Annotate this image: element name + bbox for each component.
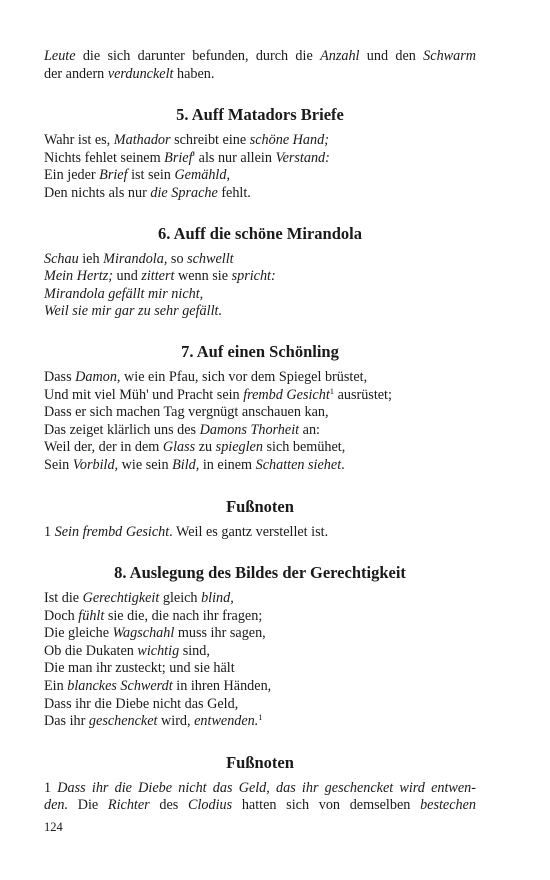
footnote-line: den. Die Richter des Clodius hatten sich von demselben bestechen: [44, 797, 476, 814]
heading-section-8: 8. Auslegung des Bildes der Gerechtigkeit: [114, 563, 406, 583]
poem-line: Ob die Dukaten wichtig sind,: [44, 642, 210, 659]
poem-section-8: [44, 590, 476, 731]
poem-line: Das ihr geschencket wird, entwenden.$^1$: [44, 712, 263, 730]
footnote-marker: 1: [258, 712, 263, 723]
poem-section-7: [44, 369, 476, 475]
intro-line-2: der andern verdunckelt haben.: [44, 65, 215, 82]
heading-section-5: 5. Auff Matadors Briefe: [176, 105, 344, 125]
poem-line: Mirandola gefällt mir nicht,: [44, 285, 204, 302]
poem-line: Doch fühlt sie die, die nach ihr fragen;: [44, 607, 263, 624]
intro-paragraph: [44, 48, 476, 83]
footnote-marker: 1: [329, 385, 335, 396]
poem-line: Wahr ist es, Mathador schreibt eine schöne Hand;: [44, 132, 329, 149]
poem-section-5: [44, 132, 476, 202]
poem-line: Dass Damon, wie ein Pfau, sich vor dem Spiegel brüstet,: [44, 368, 368, 385]
intro-line-1: Leute die sich darunter befunden, durch die Anzahl und den Schwarm: [44, 48, 476, 64]
poem-line: Mein Hertz; und zittert wenn sie spricht:: [44, 268, 276, 285]
footnote-1: [44, 524, 476, 542]
footnote-line: 1 Sein frembd Gesicht. Weil es gantz verstellet ist.: [44, 523, 329, 540]
poem-line: Schau ieh Mirandola, so schwellt: [44, 250, 234, 267]
poem-line: Weil der, der in dem Glass zu spieglen sich bemühet,: [44, 439, 346, 456]
page-content: [44, 48, 476, 815]
poem-line: Weil sie mir gar zu sehr gefällt.: [44, 303, 223, 320]
poem-line: Ein blanckes Schwerdt in ihren Händen,: [44, 678, 272, 695]
poem-line: Dass er sich machen Tag vergnügt anschauen kan,: [44, 404, 329, 421]
poem-line: Das zeiget klärlich uns des Damons Thorheit an:: [44, 421, 320, 438]
poem-line: Ist die Gerechtigkeit gleich blind,: [44, 590, 234, 607]
poem-line: Und mit viel Müh' und Pracht sein frembd Gesicht$^1$ ausrüstet;: [44, 385, 392, 403]
heading-footnotes-2: Fußnoten: [226, 752, 294, 772]
page-number: 124: [44, 820, 63, 834]
poem-line: Ein jeder Brief ist sein Gemähld,: [44, 167, 230, 184]
heading-section-7: 7. Auf einen Schönling: [181, 341, 339, 361]
poem-line: Die gleiche Wagschahl muss ihr sagen,: [44, 625, 266, 642]
footnote-2: [44, 780, 476, 815]
poem-line: Dass ihr die Diebe nicht das Geld,: [44, 695, 239, 712]
poem-line: Die man ihr zusteckt; und sie hält: [44, 660, 235, 677]
poem-line: Sein Vorbild, wie sein Bild, in einem Schatten siehet.: [44, 456, 345, 473]
heading-footnotes-1: Fußnoten: [226, 496, 294, 516]
poem-line: Nichts fehlet seinem Brief' als nur allein Verstand:: [44, 149, 330, 166]
poem-section-6: [44, 251, 476, 321]
footnote-line: 1 Dass ihr die Diebe nicht das Geld, das ihr geschencket wird entwen-: [44, 779, 477, 796]
heading-section-6: 6. Auff die schöne Mirandola: [158, 223, 362, 243]
poem-line: Den nichts als nur die Sprache fehlt.: [44, 184, 251, 201]
